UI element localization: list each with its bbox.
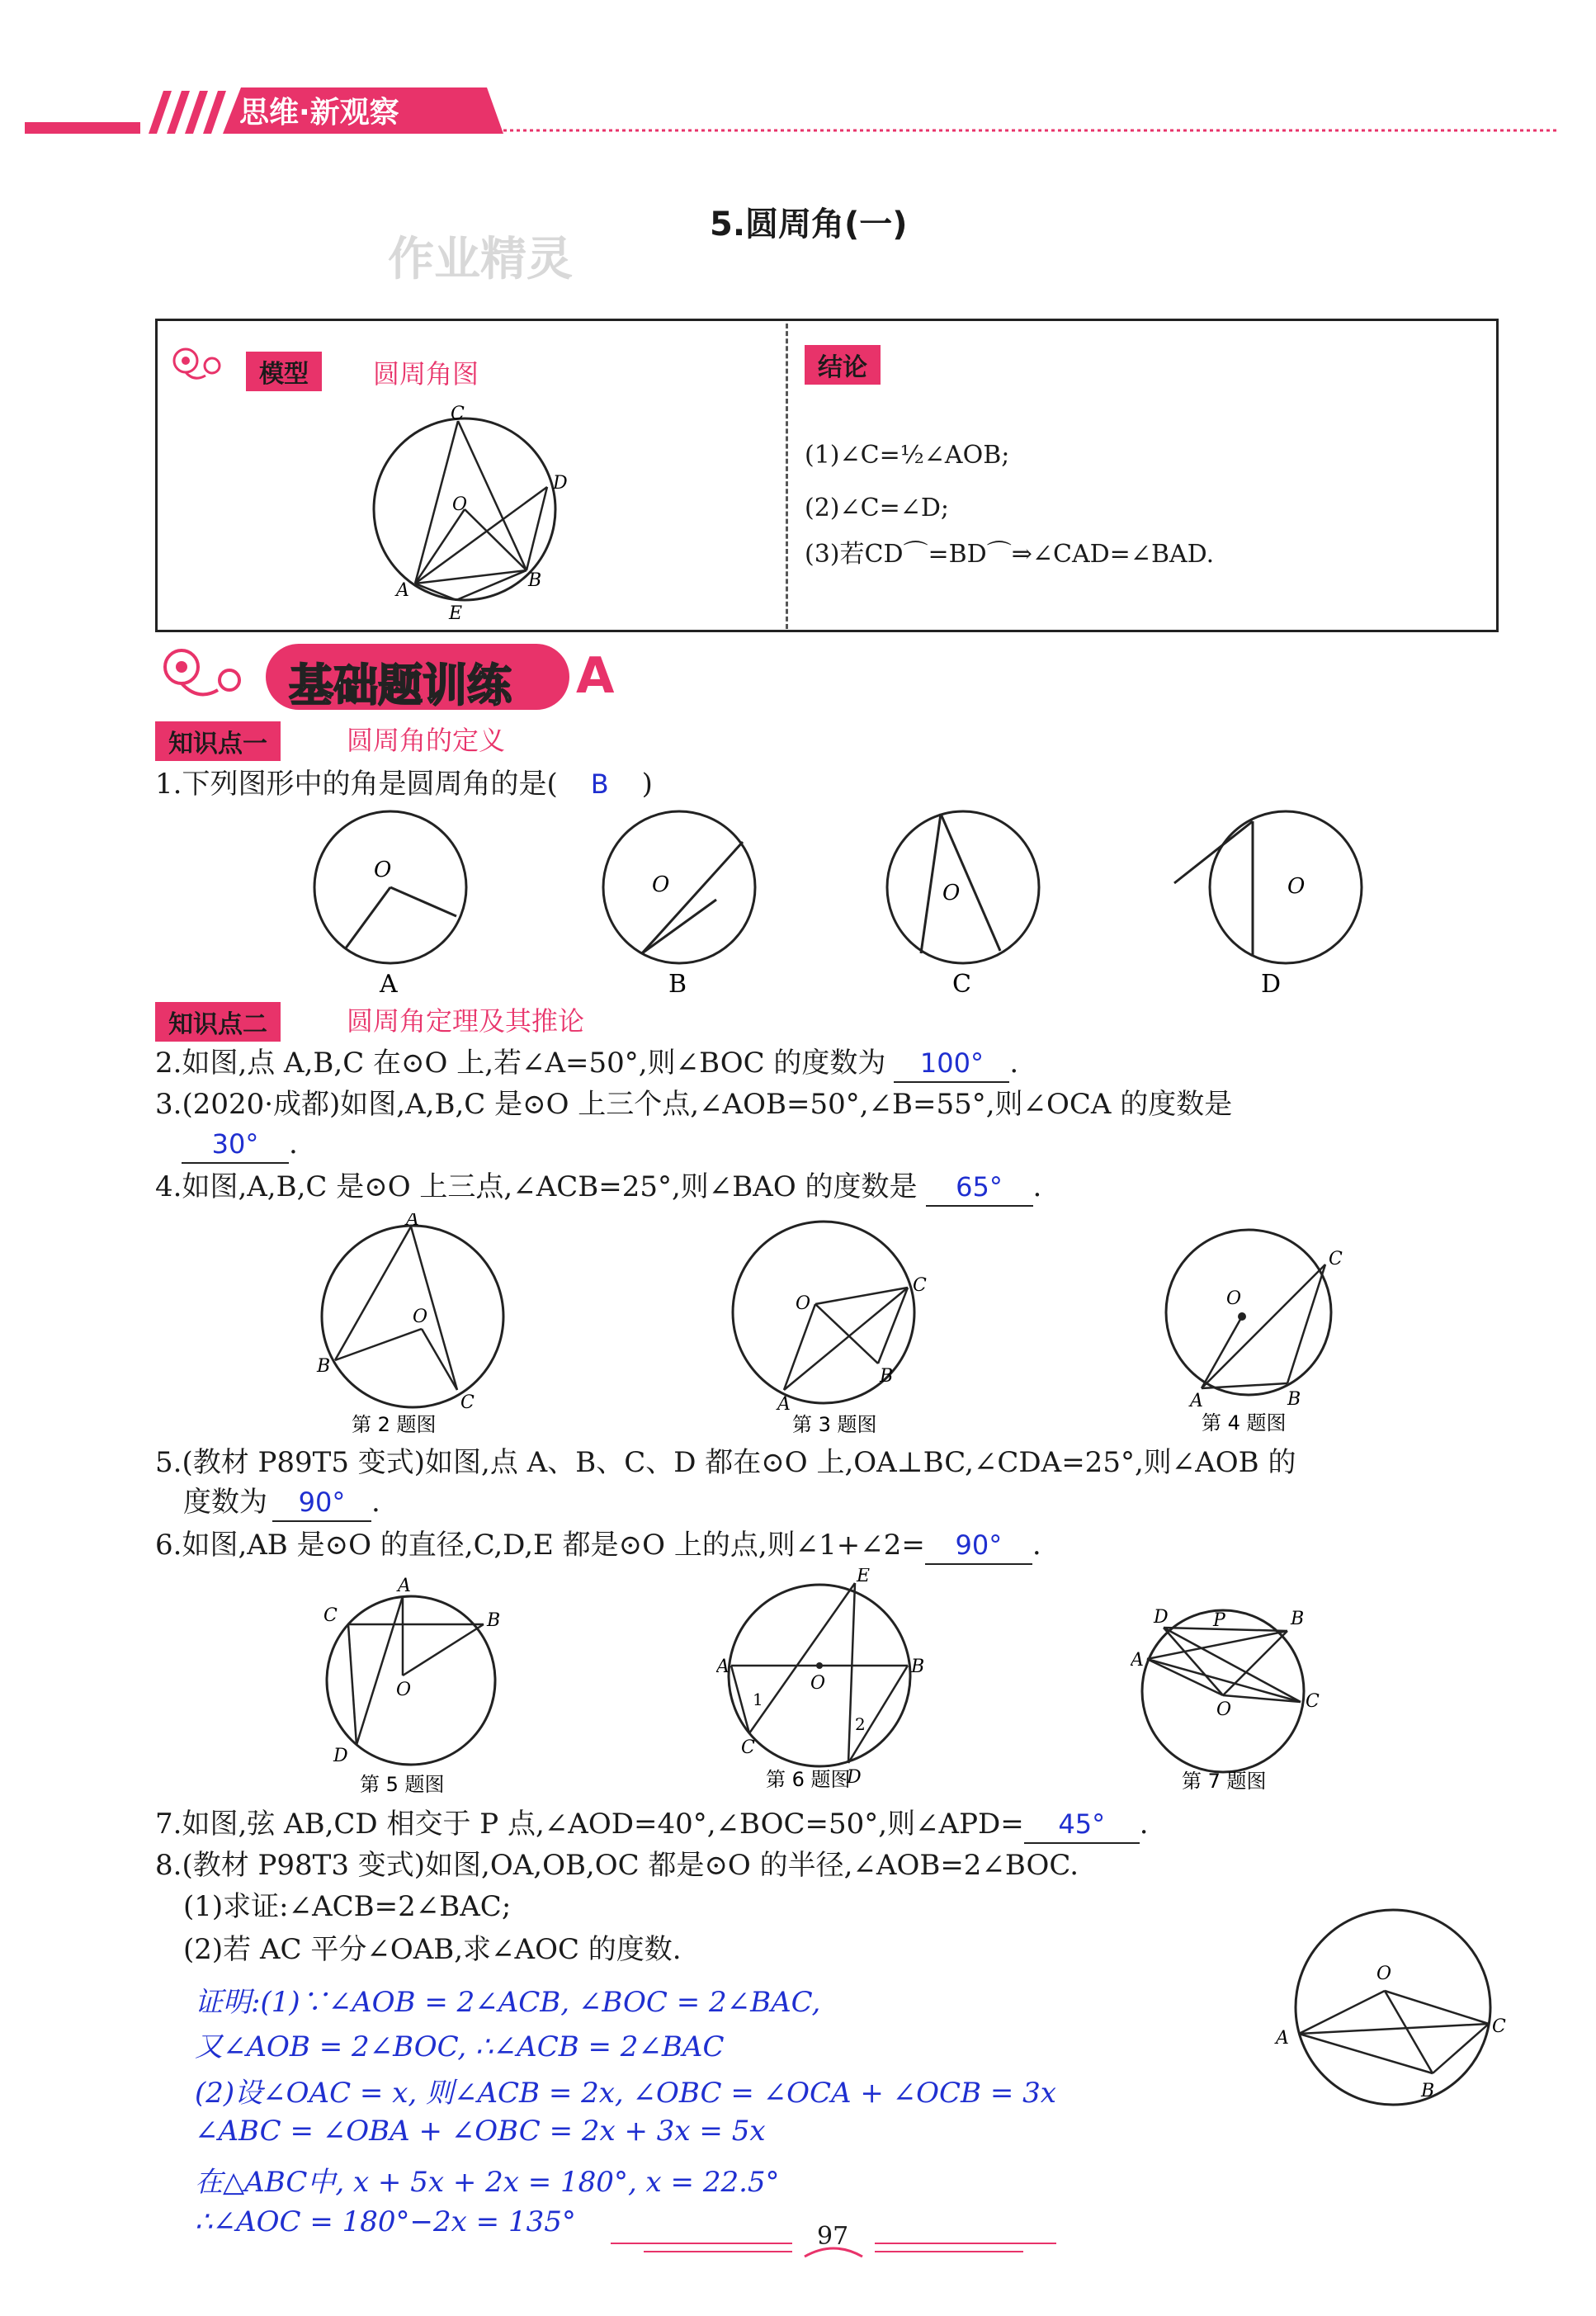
conclusion-item-2: (2)∠C=∠D; [805,494,950,522]
q5-stem-line2 [183,1484,380,1522]
conclusion-item-1: (1)∠C=½∠AOB; [805,441,1010,470]
svg-text:B: B [1291,1609,1305,1629]
svg-text:O: O [1216,1699,1232,1720]
svg-text:O: O [1376,1964,1392,1984]
q8-proof-line-4: ∠ABC = ∠OBA + ∠OBC = 2x + 3x = 5x [195,2115,766,2148]
svg-text:O: O [1226,1288,1242,1309]
q7-text: 7.如图,弦 AB,CD 相交于 P 点,∠AOD=40°,∠BOC=50°,则∠APD= [155,1808,1024,1841]
model-label-d: D [553,473,568,494]
model-figure [363,404,594,631]
model-label-c: C [451,404,465,424]
svg-text:B: B [1421,2081,1435,2101]
q2-stem [155,1045,1018,1083]
svg-text:O: O [396,1680,412,1700]
q4-answer: 65° [926,1169,1033,1207]
q1-answer: B [590,768,609,800]
q1-option-c: C [952,970,971,999]
q2-end: . [1009,1047,1019,1080]
q4-end: . [1032,1170,1042,1203]
svg-text:A: A [1190,1391,1203,1411]
figure-q3 [725,1213,939,1439]
svg-text:C: C [913,1275,927,1296]
svg-text:D: D [847,1767,862,1788]
q8-stem: 8.(教材 P98T3 变式)如图,OA,OB,OC 都是⊙O 的半径,∠AOB=2∠BOC. [155,1849,1079,1882]
q4-stem [155,1169,1041,1207]
section-title: 基础题训练 [289,659,512,711]
section-flower-icon [157,640,264,710]
svg-text:B: B [1287,1389,1301,1410]
model-label-a: A [396,580,409,601]
q3-answer: 30° [182,1126,289,1164]
q8-proof-line-2: 又∠AOB = 2∠BOC, ∴∠ACB = 2∠BAC [195,2030,725,2063]
svg-text:D: D [1154,1607,1169,1628]
q1-text: 1.下列图形中的角是圆周角的是( [155,768,558,801]
svg-text:A: A [398,1576,411,1596]
svg-text:A: A [716,1657,730,1677]
q8-proof-line-1: 证明:(1)∵∠AOB = 2∠ACB, ∠BOC = 2∠BAC, [195,1986,821,2019]
q1-d-center: O [1287,874,1306,899]
svg-text:A: A [777,1394,791,1415]
q6-answer: 90° [925,1527,1032,1565]
q1-a-center: O [374,858,392,882]
q6-text: 6.如图,AB 是⊙O 的直径,C,D,E 都是⊙O 上的点,则∠1+∠2= [155,1529,925,1562]
caption-q4: 第 4 题图 [1202,1411,1287,1435]
svg-text:A: A [406,1213,419,1230]
q1-figure-c [885,809,1050,1002]
q2-text: 2.如图,点 A,B,C 在⊙O 上,若∠A=50°,则∠BOC 的度数为 [155,1047,886,1080]
q1-stem [155,766,653,802]
caption-q3: 第 3 题图 [792,1413,877,1436]
q7-end: . [1139,1808,1149,1841]
caption-q2: 第 2 题图 [352,1413,437,1436]
q5-stem: 5.(教材 P89T5 变式)如图,点 A、B、C、D 都在⊙O 上,OA⊥BC,∠CDA=25°,则∠AOB 的 [155,1446,1296,1479]
flower-icon [169,343,235,387]
svg-text:A: A [1131,1650,1144,1671]
svg-text:C: C [741,1737,755,1758]
svg-text:A: A [1276,2028,1289,2049]
q8-proof-line-6: ∴∠AOC = 180°−2x = 135° [195,2205,576,2238]
figure-q5 [320,1572,518,1806]
q8-sub2: (2)若 AC 平分∠OAB,求∠AOC 的度数. [183,1933,682,1966]
q4-text: 4.如图,A,B,C 是⊙O 上三点,∠ACB=25°,则∠BAO 的度数是 [155,1170,918,1203]
figure-q4 [1154,1222,1368,1439]
svg-text:C: C [323,1605,338,1626]
kp2-title: 圆周角定理及其推论 [347,1005,585,1037]
svg-text:O: O [810,1673,826,1694]
model-badge: 模型 [246,352,322,391]
svg-text:E: E [857,1568,871,1586]
q3-stem: 3.(2020·成都)如图,A,B,C 是⊙O 上三个点,∠AOB=50°,∠B=55°,则∠OCA 的度数是 [155,1088,1233,1121]
caption-q7: 第 7 题图 [1182,1770,1267,1793]
q1-close: ) [641,768,653,801]
model-label-o: O [452,494,468,515]
q1-option-d: D [1261,970,1282,999]
watermark: 作业精灵 [388,233,573,286]
kp2-tag: 知识点二 [155,1002,281,1042]
q1-c-center: O [942,881,961,905]
svg-text:O: O [413,1307,428,1327]
model-caption: 圆周角图 [373,358,479,390]
q8-proof-line-3: (2)设∠OAC = x, 则∠ACB = 2x, ∠OBC = ∠OCA + ∠OCB = 3x [195,2077,1056,2110]
section-letter: A [576,647,615,705]
conclusion-badge: 结论 [805,345,881,385]
q5-text2: 度数为 [183,1486,267,1519]
model-label-e: E [449,603,463,624]
figure-q7 [1131,1596,1345,1806]
q6-stem [155,1527,1041,1565]
q5-answer: 90° [272,1484,371,1522]
q8-proof-line-5: 在△ABC中, x + 5x + 2x = 180°, x = 22.5° [195,2166,780,2199]
model-box-divider [786,324,788,629]
q1-option-b: B [668,970,687,999]
q7-answer: 45° [1024,1806,1140,1844]
q1-option-a: A [380,970,398,999]
svg-text:B: B [317,1356,331,1377]
kp1-tag: 知识点一 [155,721,281,761]
q3-stem-line2 [182,1126,298,1164]
q1-figure-d [1170,809,1368,1002]
model-label-b: B [528,570,542,591]
svg-text:C: C [1329,1249,1343,1269]
q3-end: . [289,1127,298,1160]
svg-text:C: C [1306,1691,1320,1712]
svg-text:D: D [333,1746,348,1766]
svg-text:2: 2 [855,1714,866,1734]
q6-end: . [1032,1529,1041,1562]
svg-text:1: 1 [753,1690,763,1709]
header-label: 思维·新观察 [239,96,399,130]
figure-q6 [716,1568,931,1803]
q8-sub1: (1)求证:∠ACB=2∠BAC; [183,1890,512,1923]
page-title: 5.圆周角(一) [710,206,908,243]
svg-text:C: C [460,1392,475,1413]
svg-text:B: B [911,1657,925,1677]
svg-text:B: B [880,1366,894,1387]
svg-text:C: C [1492,2016,1506,2037]
figure-q8 [1271,1898,1518,2125]
q1-b-center: O [652,872,670,897]
q1-figure-b [601,809,766,1002]
svg-text:B: B [487,1610,501,1631]
svg-text:O: O [796,1293,811,1314]
q1-figure-a [312,809,477,1002]
caption-q5: 第 5 题图 [360,1773,445,1796]
figure-q2 [312,1213,526,1439]
page-number: 97 [817,2222,849,2251]
conclusion-item-3: (3)若CD⌒=BD⌒⇒∠CAD=∠BAD. [805,540,1215,569]
q7-stem [155,1806,1149,1844]
q5-end: . [371,1486,380,1519]
q2-answer: 100° [894,1045,1009,1083]
caption-q6: 第 6 题图 [766,1768,851,1791]
svg-text:P: P [1213,1610,1225,1631]
kp1-title: 圆周角的定义 [347,725,506,756]
